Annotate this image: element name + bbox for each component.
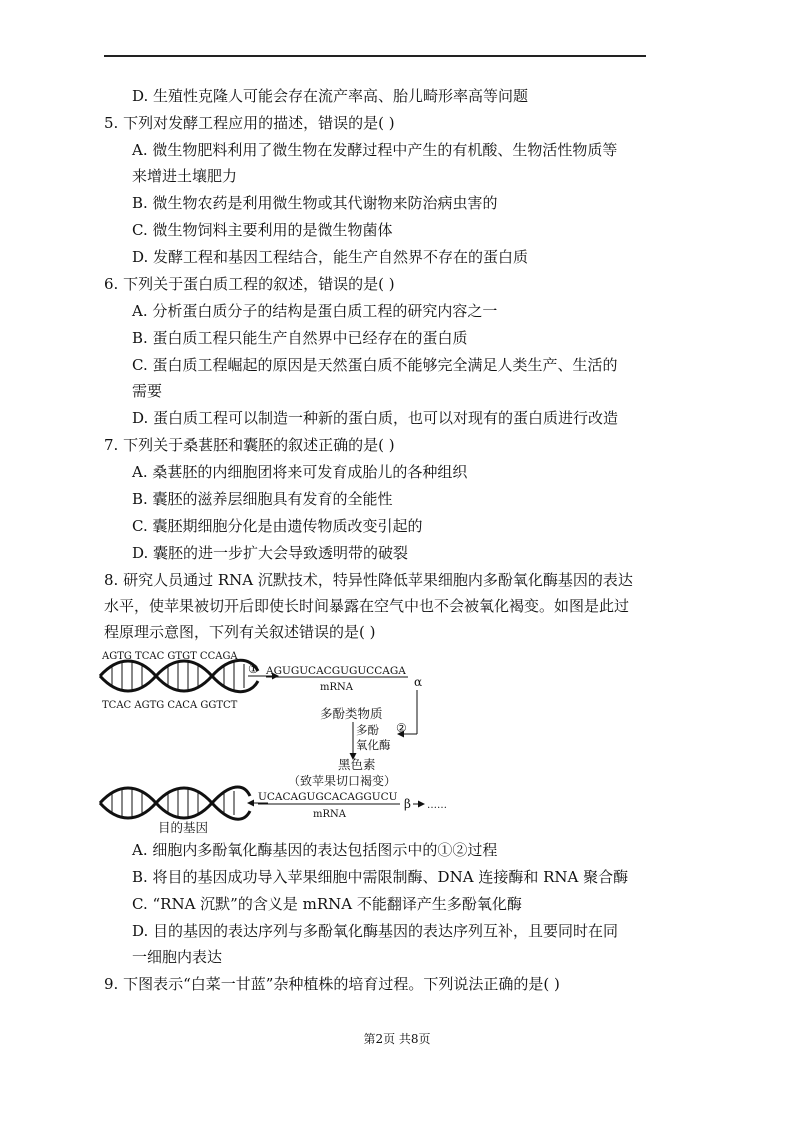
q9-stem: 9. 下图表示“白菜一甘蓝”杂种植株的培育过程。下列说法正确的是( )	[104, 975, 560, 993]
dna-helix-top	[100, 660, 258, 691]
browning-label: （致苹果切口褐变）	[288, 774, 397, 788]
q7-option-a: A. 桑葚胚的内细胞团将来可发育成胎儿的各种组织	[132, 463, 468, 481]
continuation-dots: ……	[427, 800, 447, 811]
q6-option-c-cont: 需要	[132, 382, 163, 400]
melanin-label: 黑色素	[338, 757, 376, 772]
line-0: D. 生殖性克隆人可能会存在流产率高、胎儿畸形率高等问题	[132, 87, 529, 105]
q5-option-d: D. 发酵工程和基因工程结合，能生产自然界不存在的蛋白质	[132, 248, 529, 266]
q5-option-a-cont: 来增进土壤肥力	[132, 167, 238, 185]
enzyme-label-2: 氧化酶	[356, 738, 391, 752]
mrna-beta-label: mRNA	[313, 809, 346, 820]
step-1-label: ①	[248, 662, 259, 676]
q7-option-b: B. 囊胚的滋养层细胞具有发育的全能性	[132, 490, 393, 508]
page-footer: 第2页 共8页	[363, 1032, 431, 1046]
q8-option-b: B. 将目的基因成功导入苹果细胞中需限制酶、DNA 连接酶和 RNA 聚合酶	[132, 868, 629, 886]
mrna-beta-sequence: UCACAGUGCACAGGUCU	[258, 791, 398, 803]
q6-stem: 6. 下列关于蛋白质工程的叙述，错误的是( )	[104, 275, 395, 293]
dna-top-strand: AGTG TCAC GTGT CCAGA	[102, 651, 238, 662]
alpha-symbol: α	[414, 675, 423, 689]
target-gene-label: 目的基因	[158, 820, 209, 835]
q5-stem: 5. 下列对发酵工程应用的描述，错误的是( )	[104, 114, 395, 132]
q8-stem-3: 程原理示意图，下列有关叙述错误的是( )	[104, 623, 376, 641]
q8-option-c: C. “RNA 沉默”的含义是 mRNA 不能翻译产生多酚氧化酶	[132, 895, 522, 913]
q6-option-d: D. 蛋白质工程可以制造一种新的蛋白质，也可以对现有的蛋白质进行改造	[132, 409, 619, 427]
polyphenol-label: 多酚类物质	[320, 706, 383, 721]
q8-stem-2: 水平，使苹果被切开后即使长时间暴露在空气中也不会被氧化褐变。如图是此过	[104, 597, 630, 615]
q6-option-c: C. 蛋白质工程崛起的原因是天然蛋白质不能够完全满足人类生产、生活的	[132, 356, 618, 374]
step-2-label: ②	[396, 721, 407, 735]
q6-option-b: B. 蛋白质工程只能生产自然界中已经存在的蛋白质	[132, 329, 468, 347]
enzyme-label-1: 多酚	[356, 723, 379, 737]
q8-option-d: D. 目的基因的表达序列与多酚氧化酶基因的表达序列互补，且要同时在同	[132, 922, 619, 940]
q6-option-a: A. 分析蛋白质分子的结构是蛋白质工程的研究内容之一	[132, 302, 498, 320]
mrna-alpha-label: mRNA	[320, 682, 353, 693]
q7-option-c: C. 囊胚期细胞分化是由遗传物质改变引起的	[132, 517, 423, 535]
q8-option-d-cont: 一细胞内表达	[132, 948, 223, 966]
dna-bottom-strand: TCAC AGTG CACA GGTCT	[102, 700, 238, 711]
q7-option-d: D. 囊胚的进一步扩大会导致透明带的破裂	[132, 544, 409, 562]
q8-option-a: A. 细胞内多酚氧化酶基因的表达包括图示中的①②过程	[132, 841, 498, 859]
beta-symbol: β	[404, 797, 411, 811]
q5-option-a: A. 微生物肥料利用了微生物在发酵过程中产生的有机酸、生物活性物质等	[132, 141, 618, 159]
rna-silencing-diagram	[98, 646, 458, 836]
dna-helix-bottom	[100, 787, 250, 819]
q8-stem-1: 8. 研究人员通过 RNA 沉默技术，特异性降低苹果细胞内多酚氧化酶基因的表达	[104, 571, 633, 589]
q7-stem: 7. 下列关于桑葚胚和囊胚的叙述正确的是( )	[104, 436, 395, 454]
q5-option-c: C. 微生物饲料主要利用的是微生物菌体	[132, 221, 393, 239]
q5-option-b: B. 微生物农药是利用微生物或其代谢物来防治病虫害的	[132, 194, 498, 212]
header-rule	[104, 55, 646, 57]
mrna-alpha-sequence: AGUGUCACGUGUCCAGA	[266, 665, 406, 677]
